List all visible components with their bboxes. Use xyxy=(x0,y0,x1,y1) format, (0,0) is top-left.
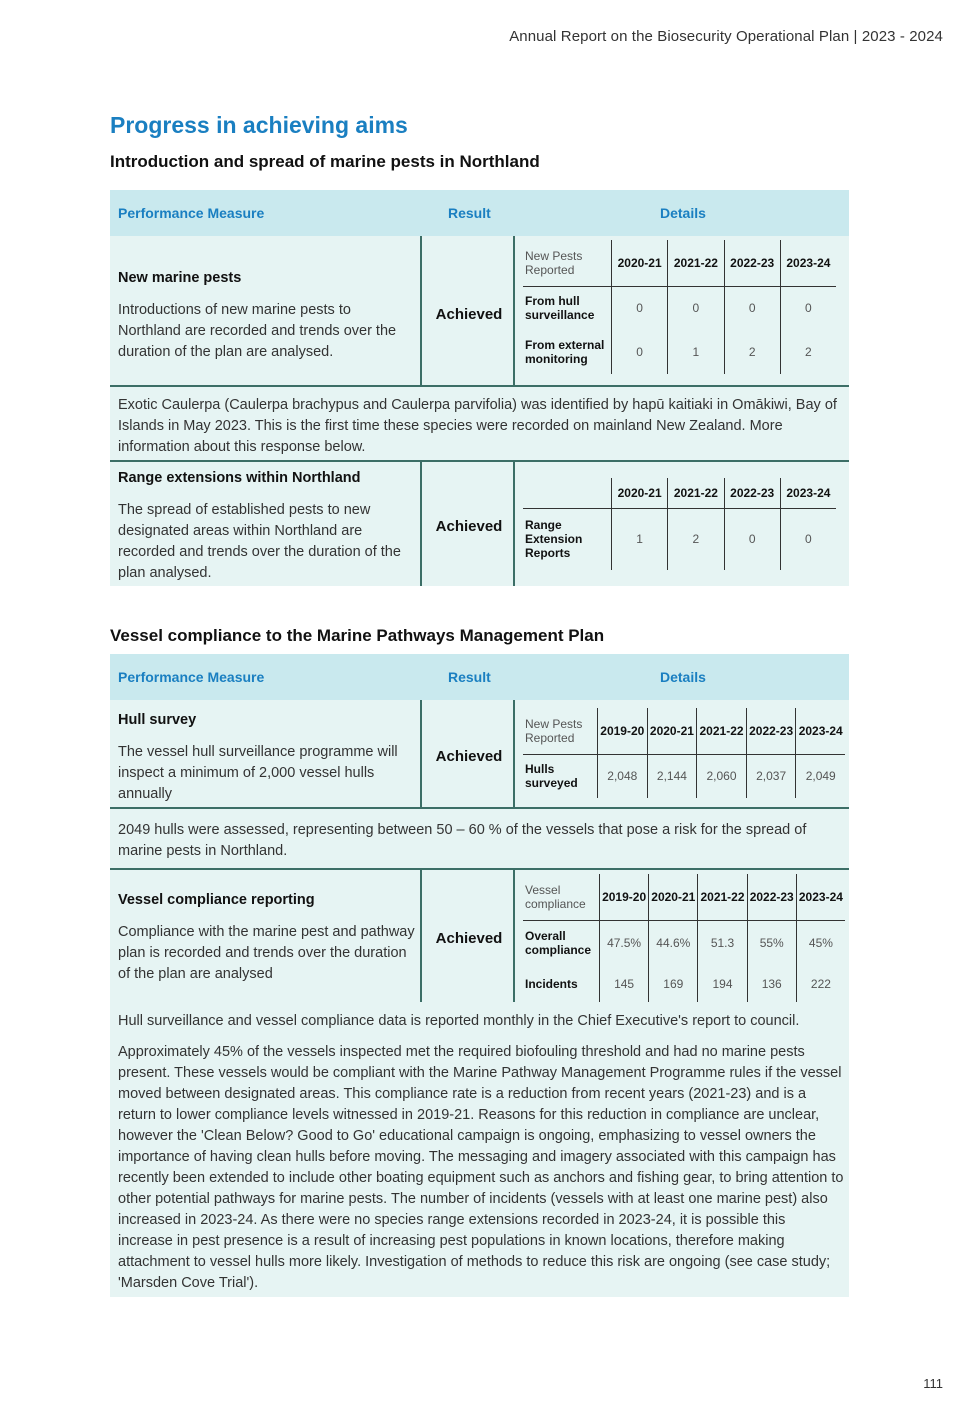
year-header: 2020-21 xyxy=(649,874,698,920)
year-header: 2021-22 xyxy=(668,240,724,286)
header-performance-measure: Performance Measure xyxy=(118,669,265,685)
year-header: 2023-24 xyxy=(780,478,836,508)
measure-title: New marine pests xyxy=(118,270,242,286)
section1-column-headers xyxy=(110,190,849,236)
cell-value: 145 xyxy=(600,966,649,1002)
year-header: 2019-20 xyxy=(598,708,648,754)
cell-value: 1 xyxy=(612,508,668,570)
measure-title: Range extensions within Northland xyxy=(118,470,361,486)
cell-value: 0 xyxy=(724,286,780,330)
header-result: Result xyxy=(448,669,491,685)
cell-value: 222 xyxy=(796,966,845,1002)
cell-value: 0 xyxy=(780,286,836,330)
measure-description: Compliance with the marine pest and pathway plan is recorded and trends over the duration of the plan are analysed xyxy=(118,924,415,982)
table-corner-label: New Pests Reported xyxy=(523,708,598,754)
row-range-extensions xyxy=(110,462,849,586)
header-result: Result xyxy=(448,205,491,221)
row-label: From hull surveillance xyxy=(525,294,595,323)
section1-table xyxy=(110,190,849,586)
measure-title: Vessel compliance reporting xyxy=(118,892,315,908)
result-value: Achieved xyxy=(435,518,503,535)
hull-survey-table xyxy=(523,708,845,798)
table-row xyxy=(523,920,845,966)
year-header: 2021-22 xyxy=(668,478,724,508)
year-header: 2020-21 xyxy=(612,240,668,286)
year-header: 2020-21 xyxy=(647,708,697,754)
cell-value: 44.6% xyxy=(649,920,698,966)
year-header: 2021-22 xyxy=(697,708,747,754)
header-performance-measure: Performance Measure xyxy=(118,205,265,221)
cell-value: 2,037 xyxy=(746,754,796,798)
cell-value: 2,049 xyxy=(796,754,845,798)
cell-value: 1 xyxy=(668,330,724,374)
cell-value: 0 xyxy=(612,330,668,374)
cell-value: 55% xyxy=(747,920,796,966)
row-hull-survey xyxy=(110,700,849,808)
measure-description: The vessel hull surveillance programme will inspect a minimum of 2,000 vessel hulls annually xyxy=(118,744,398,802)
table-row xyxy=(523,966,845,1002)
row-label: Range Extension Reports xyxy=(525,518,583,561)
new-pests-table xyxy=(523,240,836,374)
cell-value: 2 xyxy=(668,508,724,570)
cell-value: 2 xyxy=(780,330,836,374)
cell-value: 2,144 xyxy=(647,754,697,798)
year-header: 2021-22 xyxy=(698,874,747,920)
measure-title: Hull survey xyxy=(118,712,197,728)
year-header: 2022-23 xyxy=(724,478,780,508)
table-corner-label: New Pests Reported xyxy=(523,240,612,286)
hulls-assessed-note: 2049 hulls were assessed, representing between 50 – 60 % of the vessels that pose a risk for the spread of marine pests in Northland. xyxy=(118,822,807,859)
row-vessel-compliance xyxy=(110,870,849,1002)
cell-value: 2,060 xyxy=(697,754,747,798)
cell-value: 0 xyxy=(724,508,780,570)
year-header: 2020-21 xyxy=(612,478,668,508)
year-header: 2022-23 xyxy=(746,708,796,754)
cell-value: 51.3 xyxy=(698,920,747,966)
monthly-report-note: Hull surveillance and vessel compliance data is reported monthly in the Chief Executive's report to council. xyxy=(118,1013,800,1029)
range-extension-table xyxy=(523,478,836,570)
result-value: Achieved xyxy=(435,930,503,947)
cell-value: 169 xyxy=(649,966,698,1002)
year-header: 2023-24 xyxy=(780,240,836,286)
table-row xyxy=(523,330,836,374)
cell-value: 2 xyxy=(724,330,780,374)
header-details: Details xyxy=(660,205,706,221)
cell-value: 0 xyxy=(668,286,724,330)
year-header: 2022-23 xyxy=(747,874,796,920)
measure-description: The spread of established pests to new designated areas within Northland are recorded and trends over the duration of the plan analysed. xyxy=(118,502,401,581)
row-label: Incidents xyxy=(525,977,578,991)
year-header: 2022-23 xyxy=(724,240,780,286)
page-title: Progress in achieving aims xyxy=(110,112,408,138)
year-header: 2023-24 xyxy=(796,874,845,920)
cell-value: 2,048 xyxy=(598,754,648,798)
cell-value: 45% xyxy=(796,920,845,966)
vessel-compliance-table xyxy=(523,874,845,1002)
section2-heading: Vessel compliance to the Marine Pathways Management Plan xyxy=(110,626,605,645)
table-corner-label: Vessel compliance xyxy=(523,874,600,920)
year-header: 2023-24 xyxy=(796,708,845,754)
cell-value: 136 xyxy=(747,966,796,1002)
section1-heading: Introduction and spread of marine pests in Northland xyxy=(110,152,540,171)
result-value: Achieved xyxy=(435,306,503,323)
page-number: 111 xyxy=(923,1376,943,1391)
row-new-marine-pests xyxy=(110,236,849,386)
table-row xyxy=(523,508,836,570)
measure-description: Introductions of new marine pests to Northland are recorded and trends over the duration of the plan are analysed. xyxy=(118,302,397,360)
cell-value: 194 xyxy=(698,966,747,1002)
result-value: Achieved xyxy=(435,748,503,765)
running-header: Annual Report on the Biosecurity Operational Plan | 2023 - 2024 xyxy=(509,28,943,45)
compliance-analysis-note: Approximately 45% of the vessels inspected met the required biofouling threshold and had no marine pests present. These vessels would be compliant with the Marine Pathway Management Programme rules if the vessel moved between designated areas. This compliance rate is a reduction from recent years (2021-23) and is a return to lower compliance levels witnessed in 2019-21. Reasons for this reduction in compliance are unclear, however the 'Clean Below? Good to Go' educational campaign is ongoing, emphasizing to vessel owners the importance of having clean hulls before moving. The messaging and imagery associated with this campaign has recently been extended to include other boating equipment such as anchors and fishing gear, to bring attention to other potential pathways for marine pests. The number of incidents (vessels with at least one marine pest) also increased in 2023-24. As there were no species range extensions recorded in 2023-24, it is possible this increase in pest presence is a result of increasing pest populations in known locations, therefore making attachment to vessel hulls more likely. Investigation of methods to reduce this risk are ongoing (see case study; 'Marsden Cove Trial'). xyxy=(118,1044,844,1291)
caulerpa-note: Exotic Caulerpa (Caulerpa brachypus and Caulerpa parvifolia) was identified by hapū kaitiaki in Omākiwi, Bay of Islands in May 2023. This is the first time these species were recorded on mainland New Zealand. More information about this response below. xyxy=(118,397,837,455)
row-label: From external monitoring xyxy=(525,338,605,366)
cell-value: 0 xyxy=(780,508,836,570)
header-details: Details xyxy=(660,669,706,685)
table-row xyxy=(523,754,845,798)
year-header: 2019-20 xyxy=(600,874,649,920)
cell-value: 47.5% xyxy=(600,920,649,966)
section2-table xyxy=(110,654,849,1297)
table-corner-label xyxy=(523,478,612,508)
cell-value: 0 xyxy=(612,286,668,330)
section2-column-headers xyxy=(110,654,849,700)
row-label: Hulls surveyed xyxy=(525,762,578,791)
table-row xyxy=(523,286,836,330)
row-label: Overall compliance xyxy=(525,929,592,958)
